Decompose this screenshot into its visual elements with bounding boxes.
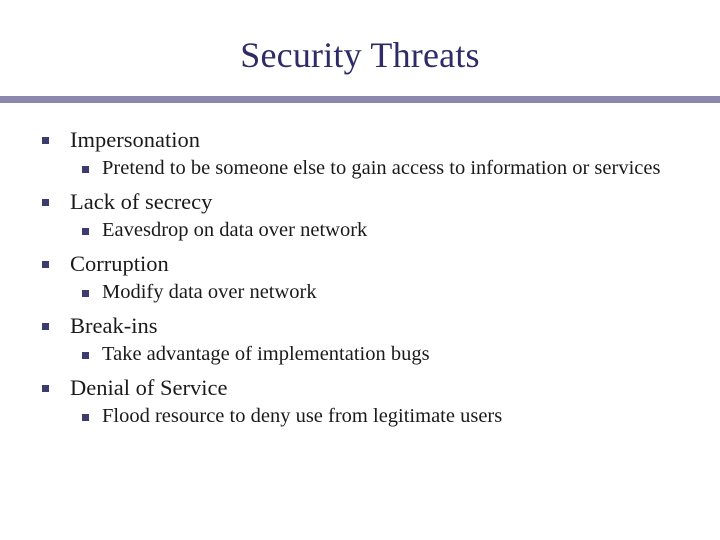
bullet-item: [0, 249, 720, 278]
bullet-item: [0, 125, 720, 154]
square-bullet-icon: [82, 352, 89, 359]
title-divider: [0, 96, 720, 103]
sub-bullet-text: Modify data over network: [102, 281, 317, 303]
sub-bullet-item: [0, 216, 720, 245]
square-bullet-icon: [42, 261, 49, 268]
sub-bullet-text: Take advantage of implementation bugs: [102, 343, 430, 365]
sub-bullet-text: Flood resource to deny use from legitimate users: [102, 405, 503, 427]
bullet-text: Impersonation: [70, 127, 200, 152]
square-bullet-icon: [42, 137, 49, 144]
square-bullet-icon: [82, 414, 89, 421]
square-bullet-icon: [42, 323, 49, 330]
sub-bullet-text: Pretend to be someone else to gain access to information or services: [102, 157, 661, 179]
bullet-item: [0, 311, 720, 340]
bullet-text: Break-ins: [70, 313, 158, 338]
square-bullet-icon: [82, 166, 89, 173]
square-bullet-icon: [42, 385, 49, 392]
bullet-text: Lack of secrecy: [70, 189, 213, 214]
bullet-text: Denial of Service: [70, 375, 228, 400]
slide-title: Security Threats: [240, 35, 480, 75]
bullet-item: [0, 187, 720, 216]
bullet-item: [0, 373, 720, 402]
square-bullet-icon: [42, 199, 49, 206]
square-bullet-icon: [82, 228, 89, 235]
bullet-list: [0, 125, 720, 431]
sub-bullet-item: [0, 154, 720, 183]
sub-bullet-item: [0, 402, 720, 431]
sub-bullet-item: [0, 340, 720, 369]
square-bullet-icon: [82, 290, 89, 297]
sub-bullet-text: Eavesdrop on data over network: [102, 219, 368, 241]
sub-bullet-item: [0, 278, 720, 307]
bullet-text: Corruption: [70, 251, 169, 276]
